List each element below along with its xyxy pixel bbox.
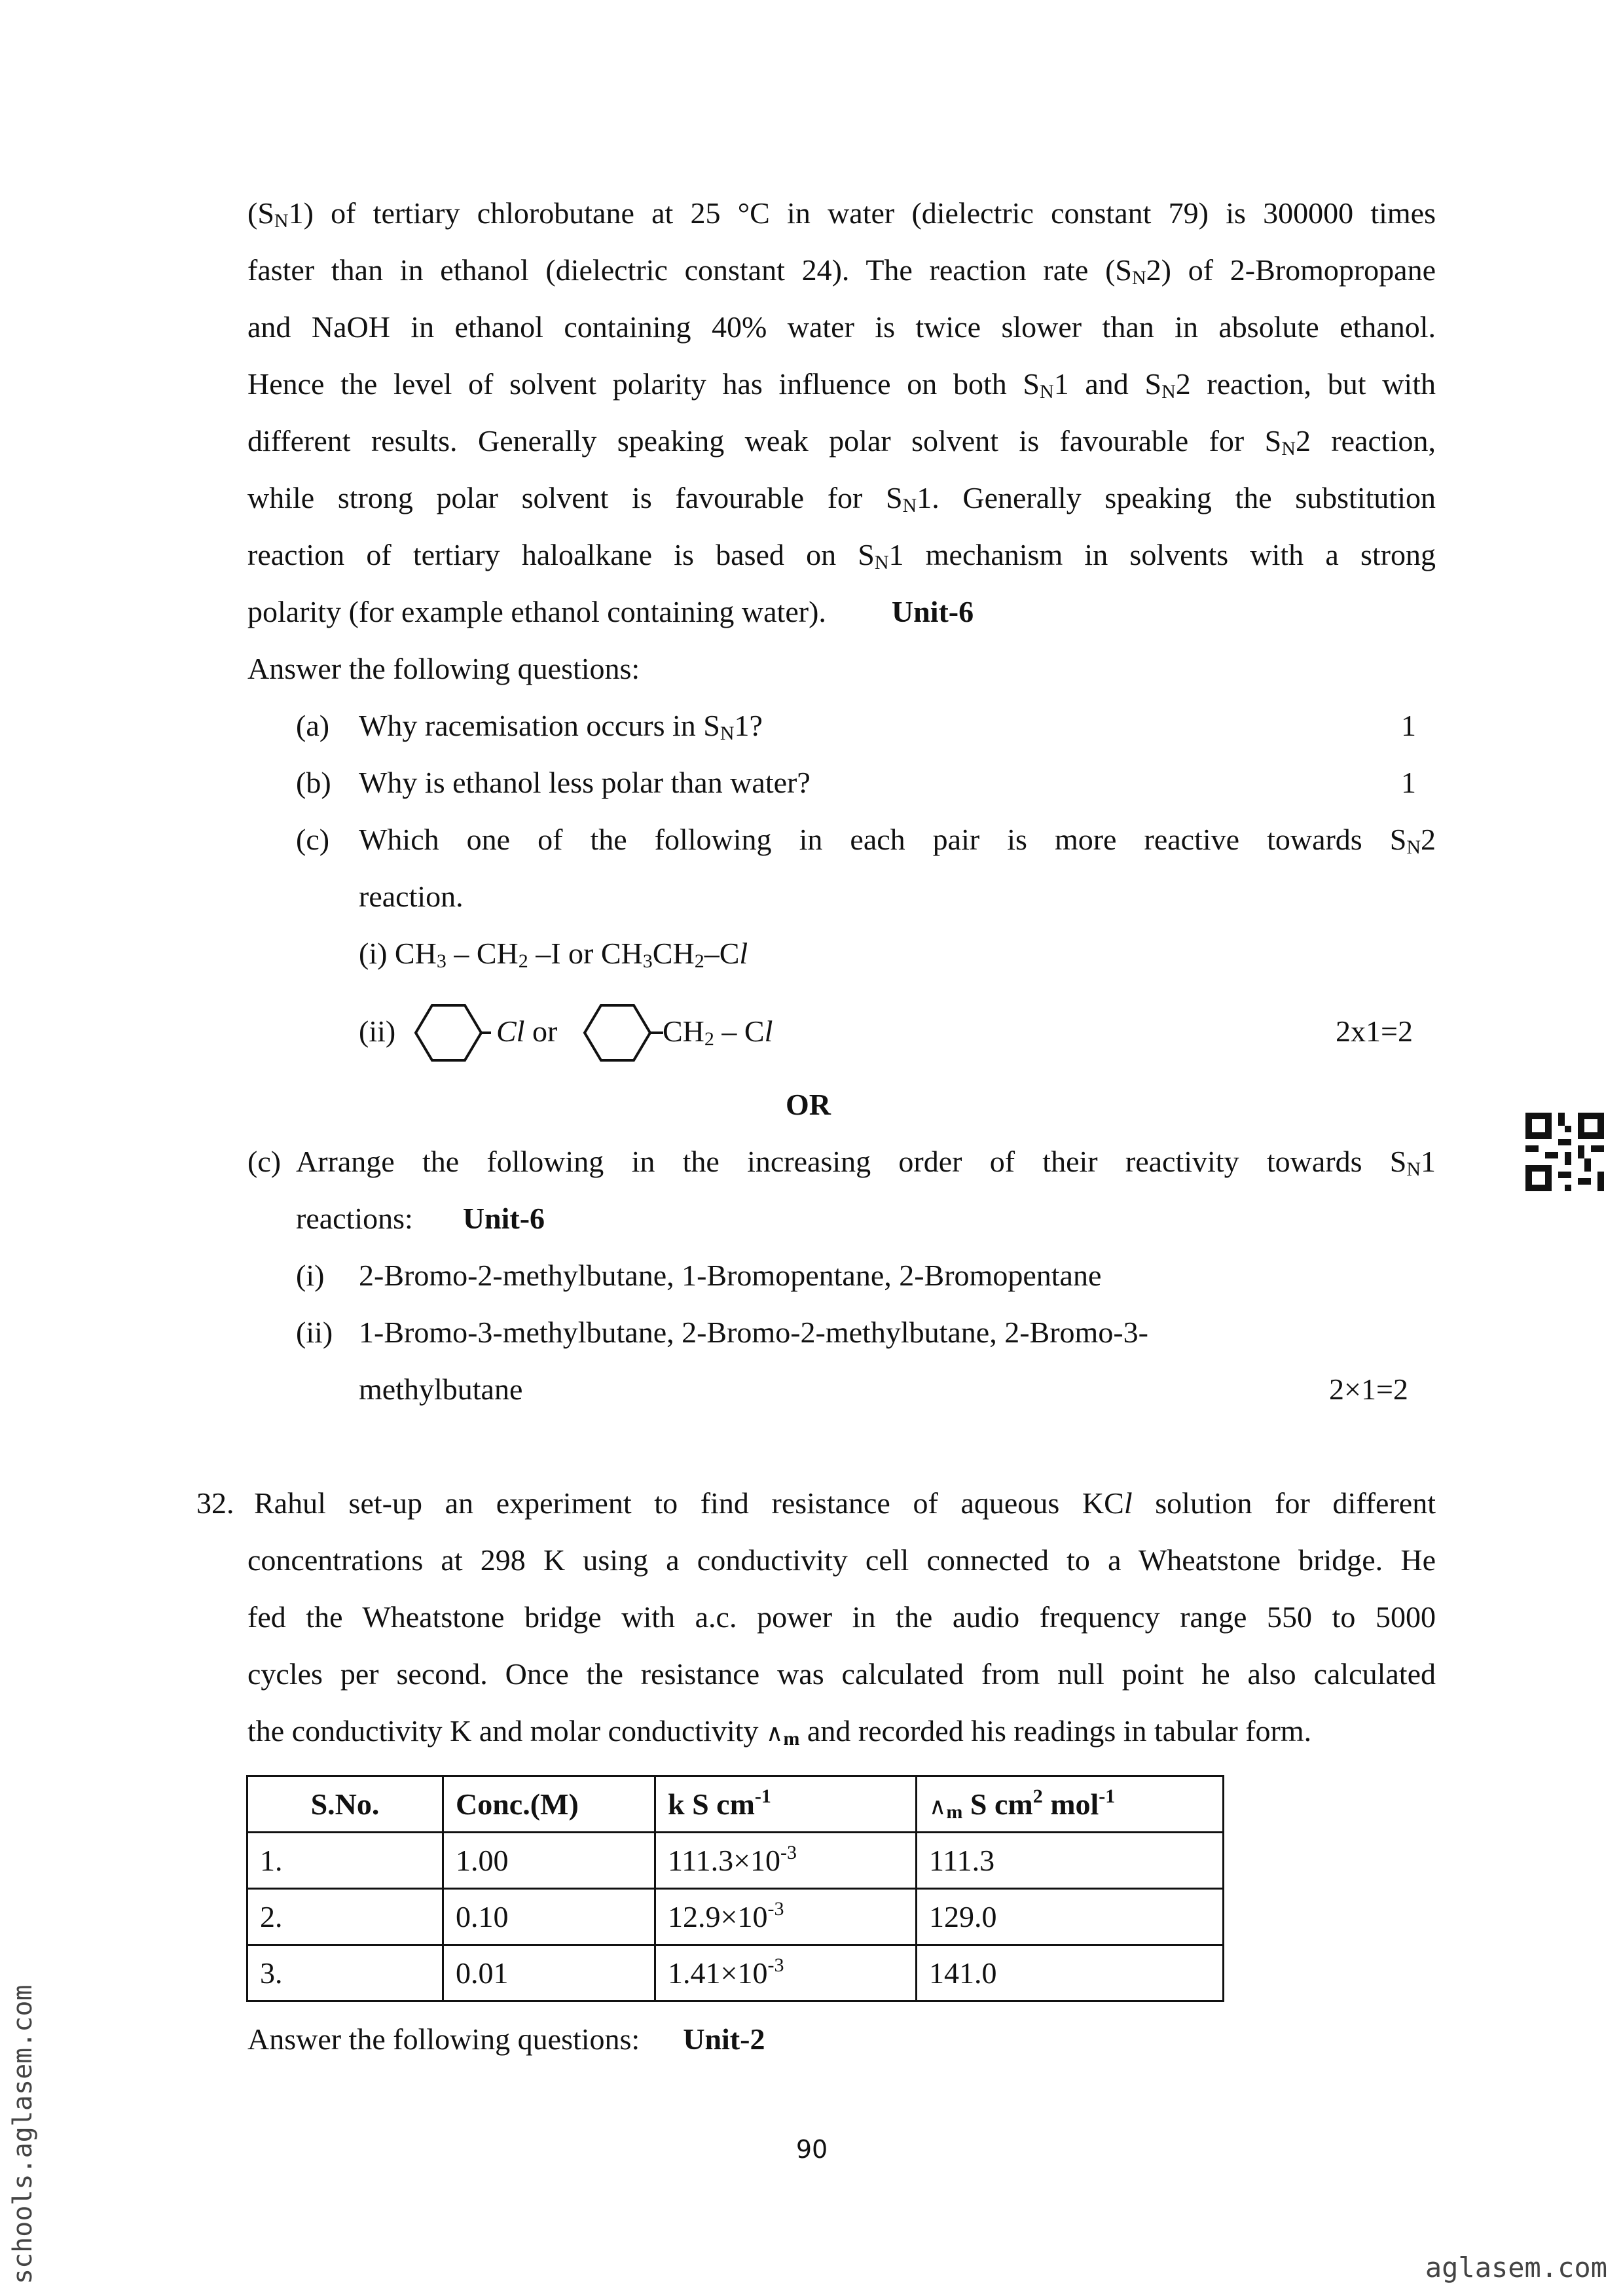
- question-c-text-2: reaction.: [359, 880, 464, 913]
- question-b-text: Why is ethanol less polar than water?: [359, 766, 811, 799]
- question-c2-marks: 2×1=2: [1329, 1372, 1408, 1406]
- table-row: [247, 1889, 1224, 1945]
- table-cell: $111.3\times 10^{-3}$: [655, 1833, 917, 1889]
- table-cell: $12.9\times 10^{-3}$: [655, 1889, 917, 1945]
- question-a-marks: 1: [1401, 709, 1416, 742]
- table-cell: 3.: [247, 1945, 443, 2001]
- question-c-i: (i) $CH_3 - CH_2$ –I or $CH_3CH_2-Cl$: [359, 937, 748, 972]
- question-c2-ii-label: (ii): [296, 1316, 333, 1349]
- question-c-label: (c): [296, 823, 330, 856]
- qr-code-icon: [1525, 1113, 1604, 1191]
- or-separator: OR: [786, 1088, 831, 1121]
- table-cell: 111.3: [917, 1833, 1224, 1889]
- benzene-ring-icon: [412, 1000, 491, 1066]
- question-a-text: Why racemisation occurs in $S_N1$?: [359, 709, 763, 744]
- page-number: 90: [795, 2135, 828, 2164]
- question-c2-ii-text-2: methylbutane: [359, 1372, 523, 1406]
- table-cell: 0.10: [443, 1889, 655, 1945]
- passage-paragraph: $(S_N1)$ of tertiary chlorobutane at 25 °C in water (dielectric constant 79) is 300000 times faster than in ethanol (dielectric constant 24). The reaction rate $(S_N2)$ of 2-Bromopropane and NaOH in ethanol containing 40% water is twice slower than in absolute ethanol. Hence the level of solvent polarity has influence on both $S_N1$ and $S_N2$ reaction, but with different results. Generally speaking weak polar solvent is favourable for $S_N2$ reaction, while strong polar solvent is favourable for $S_N1$. Generally speaking the substitution reaction of tertiary haloalkane is based on $S_N1$ mechanism in solvents with a strong polarity (for example ethanol containing water). Unit-6: [247, 196, 1436, 628]
- table-header-row: [247, 1776, 1224, 1833]
- question-b-label: (b): [296, 766, 331, 799]
- question-b-marks: 1: [1401, 766, 1416, 799]
- table-cell: 129.0: [917, 1889, 1224, 1945]
- question-c2-i-label: (i): [296, 1259, 325, 1292]
- table-cell: 1.: [247, 1833, 443, 1889]
- table-header: Conc.(M): [443, 1776, 655, 1833]
- question-c-marks: 2x1=2: [1336, 1014, 1413, 1048]
- table-header: k S $cm^{-1}$: [655, 1776, 917, 1833]
- table-cell: 0.01: [443, 1945, 655, 2001]
- question-c2-label: (c): [247, 1145, 282, 1178]
- question-c2-i-text: 2-Bromo-2-methylbutane, 1-Bromopentane, 2-Bromopentane: [359, 1259, 1102, 1292]
- question-32-number: 32.: [196, 1486, 234, 1520]
- question-c-ii-ch2cl: $CH_2$ – Cl: [663, 1014, 773, 1050]
- question-c2-ii-text: 1-Bromo-3-methylbutane, 2-Bromo-2-methylbutane, 2-Bromo-3-: [359, 1316, 1148, 1349]
- question-a-label: (a): [296, 709, 330, 742]
- conductivity-table: [246, 1775, 1224, 2002]
- answer-intro: Answer the following questions:: [247, 652, 640, 685]
- watermark-right: aglasem.com: [1425, 2251, 1607, 2284]
- question-32-text: Rahul set-up an experiment to find resistance of aqueous KCl solution for different: [254, 1486, 1436, 1520]
- question-c2-text-2: reactions: Unit-6: [296, 1202, 545, 1235]
- unit-label: Unit-6: [891, 595, 974, 628]
- answer-intro-2: Answer the following questions: Unit-2: [247, 2022, 765, 2056]
- question-32-text-cont: concentrations at 298 K using a conductivity cell connected to a Wheatstone bridge. He fed the Wheatstone bridge with a.c. power in the audio frequency range 550 to 5000 cycles per second. Once the resistance was calculated from null point he also calculated the conductivity K and molar conductivity $\wedge_m$ and recorded his readings in tabular form.: [247, 1543, 1436, 1749]
- benzene-ring-icon: [581, 1000, 663, 1066]
- table-cell: 1.00: [443, 1833, 655, 1889]
- table-cell: 2.: [247, 1889, 443, 1945]
- watermark-left: schools.aglasem.com: [8, 1984, 38, 2284]
- table-row: [247, 1833, 1224, 1889]
- question-c-ii-cl: Cl or: [496, 1014, 558, 1048]
- question-c-ii-label: (ii): [359, 1014, 396, 1048]
- table-cell: 141.0: [917, 1945, 1224, 2001]
- question-c-text: Which one of the following in each pair is more reactive towards $S_N2$: [359, 823, 1436, 858]
- question-c2-text: Arrange the following in the increasing order of their reactivity towards $S_N1$: [296, 1145, 1436, 1180]
- table-header: $\wedge_m$ S $cm^2$ mol$^{-1}$: [917, 1776, 1224, 1833]
- table-row: [247, 1945, 1224, 2001]
- table-header: S.No.: [247, 1776, 443, 1833]
- table-cell: $1.41\times 10^{-3}$: [655, 1945, 917, 2001]
